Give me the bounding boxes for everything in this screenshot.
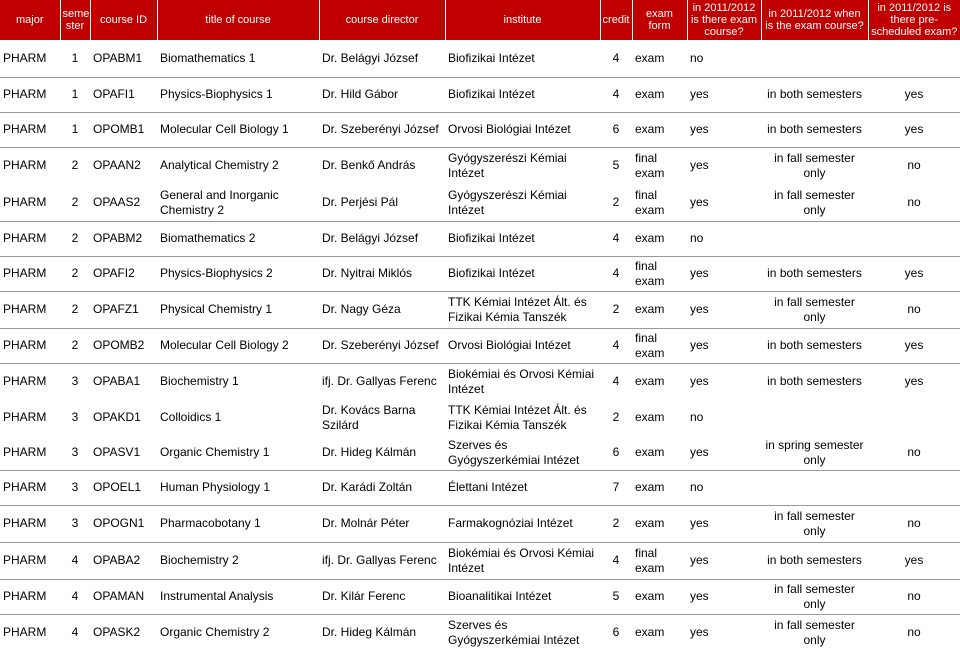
cell-credit: 4 — [600, 363, 632, 400]
cell-title: Biomathematics 2 — [157, 221, 319, 256]
cell-exam-when: in fall semester only — [761, 291, 868, 328]
table-row — [0, 435, 960, 470]
cell-semester: 2 — [60, 147, 90, 184]
cell-course-id: OPOEL1 — [90, 470, 157, 505]
cell-exam-when: in fall semester only — [761, 184, 868, 221]
cell-has-exam: yes — [687, 542, 761, 579]
cell-credit: 6 — [600, 112, 632, 147]
cell-has-exam: yes — [687, 112, 761, 147]
cell-semester: 3 — [60, 400, 90, 435]
cell-institute: Biofizikai Intézet — [445, 77, 600, 112]
cell-exam-when: in both semesters — [761, 363, 868, 400]
cell-director: Dr. Karádi Zoltán — [319, 470, 445, 505]
cell-exam-form: exam — [632, 470, 687, 505]
cell-institute: Farmakognóziai Intézet — [445, 505, 600, 542]
cell-semester: 2 — [60, 221, 90, 256]
cell-exam-when: in both semesters — [761, 328, 868, 363]
cell-has-exam: yes — [687, 256, 761, 291]
cell-prescheduled: yes — [868, 542, 960, 579]
cell-major: PHARM — [0, 147, 60, 184]
cell-semester: 3 — [60, 435, 90, 470]
cell-exam-when: in both semesters — [761, 542, 868, 579]
cell-title: Pharmacobotany 1 — [157, 505, 319, 542]
cell-major: PHARM — [0, 505, 60, 542]
cell-course-id: OPABA2 — [90, 542, 157, 579]
cell-credit: 6 — [600, 614, 632, 651]
cell-has-exam: yes — [687, 291, 761, 328]
cell-course-id: OPAMAN — [90, 579, 157, 614]
cell-title: Instrumental Analysis — [157, 579, 319, 614]
header-course-id: course ID — [90, 0, 157, 40]
cell-prescheduled: no — [868, 291, 960, 328]
cell-semester: 1 — [60, 40, 90, 77]
cell-exam-form: exam — [632, 40, 687, 77]
cell-course-id: OPAFI2 — [90, 256, 157, 291]
cell-major: PHARM — [0, 256, 60, 291]
cell-semester: 2 — [60, 328, 90, 363]
cell-institute: TTK Kémiai Intézet Ált. és Fizikai Kémia Tanszék — [445, 400, 600, 435]
cell-exam-when: in both semesters — [761, 256, 868, 291]
cell-director: Dr. Kovács Barna Szilárd — [319, 400, 445, 435]
cell-credit: 6 — [600, 435, 632, 470]
cell-course-id: OPABM1 — [90, 40, 157, 77]
cell-has-exam: no — [687, 221, 761, 256]
cell-prescheduled: no — [868, 579, 960, 614]
cell-has-exam: yes — [687, 363, 761, 400]
cell-director: Dr. Belágyi József — [319, 221, 445, 256]
cell-director: Dr. Benkő András — [319, 147, 445, 184]
table-row — [0, 400, 960, 435]
cell-major: PHARM — [0, 470, 60, 505]
cell-course-id: OPOGN1 — [90, 505, 157, 542]
cell-title: Molecular Cell Biology 2 — [157, 328, 319, 363]
table-row — [0, 291, 960, 328]
cell-title: Physical Chemistry 1 — [157, 291, 319, 328]
cell-has-exam: yes — [687, 579, 761, 614]
header-has-exam: in 2011/2012 is there exam course? — [687, 0, 761, 40]
cell-semester: 2 — [60, 291, 90, 328]
cell-exam-form: final exam — [632, 328, 687, 363]
cell-exam-when: in fall semester only — [761, 505, 868, 542]
cell-exam-form: exam — [632, 435, 687, 470]
cell-credit: 4 — [600, 256, 632, 291]
table-row — [0, 77, 960, 112]
cell-title: Molecular Cell Biology 1 — [157, 112, 319, 147]
cell-has-exam: yes — [687, 184, 761, 221]
cell-title: Biomathematics 1 — [157, 40, 319, 77]
cell-institute: TTK Kémiai Intézet Ált. és Fizikai Kémia Tanszék — [445, 291, 600, 328]
cell-semester: 3 — [60, 505, 90, 542]
cell-credit: 5 — [600, 147, 632, 184]
cell-course-id: OPAAS2 — [90, 184, 157, 221]
cell-exam-when — [761, 40, 868, 77]
cell-major: PHARM — [0, 112, 60, 147]
cell-major: PHARM — [0, 328, 60, 363]
table-body — [0, 40, 960, 651]
table-row — [0, 579, 960, 614]
cell-credit: 2 — [600, 184, 632, 221]
cell-semester: 3 — [60, 363, 90, 400]
cell-credit: 4 — [600, 328, 632, 363]
cell-exam-when: in both semesters — [761, 77, 868, 112]
cell-exam-when — [761, 221, 868, 256]
cell-course-id: OPASV1 — [90, 435, 157, 470]
cell-semester: 3 — [60, 470, 90, 505]
cell-institute: Élettani Intézet — [445, 470, 600, 505]
cell-course-id: OPAKD1 — [90, 400, 157, 435]
cell-exam-when — [761, 470, 868, 505]
cell-institute: Biokémiai és Orvosi Kémiai Intézet — [445, 363, 600, 400]
table-header — [0, 0, 960, 40]
cell-director: Dr. Belágyi József — [319, 40, 445, 77]
cell-semester: 4 — [60, 542, 90, 579]
cell-institute: Orvosi Biológiai Intézet — [445, 328, 600, 363]
cell-director: Dr. Kilár Ferenc — [319, 579, 445, 614]
cell-exam-when: in fall semester only — [761, 614, 868, 651]
cell-credit: 4 — [600, 221, 632, 256]
header-exam-form: exam form — [632, 0, 687, 40]
table-row — [0, 184, 960, 221]
table-row — [0, 614, 960, 651]
cell-has-exam: yes — [687, 77, 761, 112]
cell-major: PHARM — [0, 184, 60, 221]
cell-director: Dr. Hideg Kálmán — [319, 435, 445, 470]
cell-exam-form: exam — [632, 400, 687, 435]
cell-title: Organic Chemistry 2 — [157, 614, 319, 651]
cell-prescheduled: yes — [868, 363, 960, 400]
cell-exam-form: final exam — [632, 184, 687, 221]
cell-institute: Orvosi Biológiai Intézet — [445, 112, 600, 147]
cell-title: Human Physiology 1 — [157, 470, 319, 505]
table-row — [0, 328, 960, 363]
cell-institute: Biokémiai és Orvosi Kémiai Intézet — [445, 542, 600, 579]
table-row — [0, 470, 960, 505]
cell-major: PHARM — [0, 435, 60, 470]
cell-prescheduled: yes — [868, 77, 960, 112]
cell-institute: Biofizikai Intézet — [445, 221, 600, 256]
cell-prescheduled: no — [868, 435, 960, 470]
cell-institute: Bioanalitikai Intézet — [445, 579, 600, 614]
cell-institute: Gyógyszerészi Kémiai Intézet — [445, 184, 600, 221]
cell-title: Physics-Biophysics 1 — [157, 77, 319, 112]
cell-course-id: OPOMB2 — [90, 328, 157, 363]
cell-exam-form: exam — [632, 363, 687, 400]
table-row — [0, 542, 960, 579]
cell-prescheduled — [868, 470, 960, 505]
cell-semester: 2 — [60, 256, 90, 291]
cell-has-exam: yes — [687, 614, 761, 651]
cell-has-exam: no — [687, 40, 761, 77]
cell-title: Organic Chemistry 1 — [157, 435, 319, 470]
cell-exam-when: in spring semester only — [761, 435, 868, 470]
cell-exam-when: in both semesters — [761, 112, 868, 147]
cell-exam-form: final exam — [632, 147, 687, 184]
cell-course-id: OPAFZ1 — [90, 291, 157, 328]
cell-course-id: OPAFI1 — [90, 77, 157, 112]
header-semester: seme ster — [60, 0, 90, 40]
cell-major: PHARM — [0, 542, 60, 579]
cell-has-exam: yes — [687, 435, 761, 470]
cell-prescheduled: yes — [868, 328, 960, 363]
cell-major: PHARM — [0, 579, 60, 614]
cell-has-exam: no — [687, 400, 761, 435]
cell-semester: 4 — [60, 614, 90, 651]
cell-major: PHARM — [0, 40, 60, 77]
header-director: course director — [319, 0, 445, 40]
cell-prescheduled — [868, 221, 960, 256]
table-row — [0, 40, 960, 77]
cell-course-id: OPAAN2 — [90, 147, 157, 184]
cell-has-exam: yes — [687, 328, 761, 363]
cell-prescheduled — [868, 40, 960, 77]
table-row — [0, 221, 960, 256]
cell-credit: 2 — [600, 400, 632, 435]
table-row — [0, 112, 960, 147]
cell-exam-form: exam — [632, 221, 687, 256]
cell-major: PHARM — [0, 363, 60, 400]
cell-exam-form: exam — [632, 112, 687, 147]
cell-prescheduled: no — [868, 505, 960, 542]
header-prescheduled: in 2011/2012 is there pre-scheduled exam? — [868, 0, 960, 40]
header-credit: credit — [600, 0, 632, 40]
cell-prescheduled: no — [868, 184, 960, 221]
cell-director: Dr. Szeberényi József — [319, 112, 445, 147]
cell-director: Dr. Szeberényi József — [319, 328, 445, 363]
cell-title: General and Inorganic Chemistry 2 — [157, 184, 319, 221]
cell-course-id: OPASK2 — [90, 614, 157, 651]
cell-title: Colloidics 1 — [157, 400, 319, 435]
cell-major: PHARM — [0, 291, 60, 328]
cell-semester: 1 — [60, 77, 90, 112]
cell-has-exam: yes — [687, 505, 761, 542]
cell-has-exam: yes — [687, 147, 761, 184]
header-institute: institute — [445, 0, 600, 40]
cell-director: Dr. Perjési Pál — [319, 184, 445, 221]
cell-director: Dr. Nyitrai Miklós — [319, 256, 445, 291]
cell-credit: 2 — [600, 505, 632, 542]
cell-title: Biochemistry 1 — [157, 363, 319, 400]
cell-exam-when — [761, 400, 868, 435]
cell-prescheduled: yes — [868, 112, 960, 147]
header-exam-when: in 2011/2012 when is the exam course? — [761, 0, 868, 40]
cell-course-id: OPABM2 — [90, 221, 157, 256]
cell-director: Dr. Nagy Géza — [319, 291, 445, 328]
cell-title: Biochemistry 2 — [157, 542, 319, 579]
cell-exam-when: in fall semester only — [761, 579, 868, 614]
table-row — [0, 147, 960, 184]
cell-director: Dr. Hideg Kálmán — [319, 614, 445, 651]
cell-institute: Biofizikai Intézet — [445, 40, 600, 77]
cell-exam-form: final exam — [632, 542, 687, 579]
cell-credit: 4 — [600, 542, 632, 579]
cell-prescheduled: no — [868, 614, 960, 651]
table-row — [0, 363, 960, 400]
cell-major: PHARM — [0, 400, 60, 435]
cell-title: Analytical Chemistry 2 — [157, 147, 319, 184]
cell-credit: 7 — [600, 470, 632, 505]
cell-institute: Szerves és Gyógyszerkémiai Intézet — [445, 614, 600, 651]
cell-exam-form: exam — [632, 614, 687, 651]
table-row — [0, 505, 960, 542]
cell-exam-form: exam — [632, 77, 687, 112]
cell-credit: 4 — [600, 77, 632, 112]
cell-director: ifj. Dr. Gallyas Ferenc — [319, 542, 445, 579]
header-major: major — [0, 0, 60, 40]
cell-exam-form: final exam — [632, 256, 687, 291]
cell-semester: 4 — [60, 579, 90, 614]
cell-credit: 4 — [600, 40, 632, 77]
cell-exam-form: exam — [632, 505, 687, 542]
cell-title: Physics-Biophysics 2 — [157, 256, 319, 291]
cell-course-id: OPOMB1 — [90, 112, 157, 147]
table-row — [0, 256, 960, 291]
cell-prescheduled — [868, 400, 960, 435]
cell-major: PHARM — [0, 221, 60, 256]
cell-major: PHARM — [0, 614, 60, 651]
cell-prescheduled: yes — [868, 256, 960, 291]
cell-exam-form: exam — [632, 291, 687, 328]
cell-semester: 2 — [60, 184, 90, 221]
cell-prescheduled: no — [868, 147, 960, 184]
cell-semester: 1 — [60, 112, 90, 147]
header-title: title of course — [157, 0, 319, 40]
cell-credit: 5 — [600, 579, 632, 614]
cell-exam-form: exam — [632, 579, 687, 614]
cell-director: Dr. Molnár Péter — [319, 505, 445, 542]
cell-institute: Biofizikai Intézet — [445, 256, 600, 291]
cell-credit: 2 — [600, 291, 632, 328]
cell-director: Dr. Hild Gábor — [319, 77, 445, 112]
cell-institute: Gyógyszerészi Kémiai Intézet — [445, 147, 600, 184]
cell-major: PHARM — [0, 77, 60, 112]
cell-exam-when: in fall semester only — [761, 147, 868, 184]
cell-has-exam: no — [687, 470, 761, 505]
cell-course-id: OPABA1 — [90, 363, 157, 400]
cell-institute: Szerves és Gyógyszerkémiai Intézet — [445, 435, 600, 470]
cell-director: ifj. Dr. Gallyas Ferenc — [319, 363, 445, 400]
